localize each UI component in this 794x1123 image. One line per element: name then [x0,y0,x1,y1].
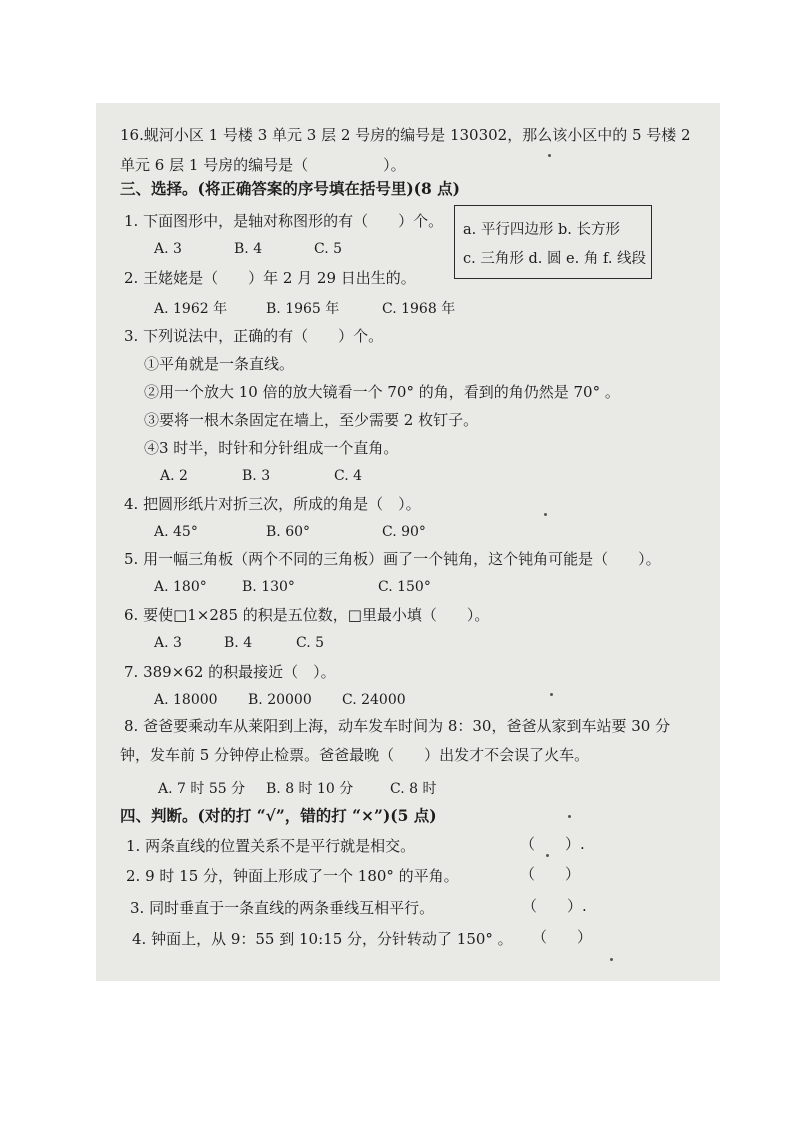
q7-option-a: A. 18000 [154,692,218,708]
judge-2: 2. 9 时 15 分，钟面上形成了一个 180° 的平角。 [126,867,459,885]
q4-option-a: A. 45° [154,524,198,540]
exam-paper [96,103,720,981]
q7-option-b: B. 20000 [248,692,312,708]
question-7: 7. 389×62 的积最接近（ ）。 [124,663,336,681]
q6-option-b: B. 4 [224,635,253,651]
question-8-line2: 钟，发车前 5 分钟停止检票。爸爸最晚（ ）出发才不会误了火车。 [120,746,590,764]
judge-4: 4. 钟面上，从 9：55 到 10:15 分，分针转动了 150° 。 [132,930,513,948]
shapes-box [454,205,652,279]
q16-line2: 单元 6 层 1 号房的编号是（ ）。 [120,156,406,174]
q1-option-c: C. 5 [314,241,343,257]
judge-1: 1. 两条直线的位置关系不是平行就是相交。 [126,837,416,855]
q3-statement-3: ③要将一根木条固定在墙上，至少需要 2 枚钉子。 [144,411,479,429]
question-2: 2. 王姥姥是（ ）年 2 月 29 日出生的。 [124,269,416,287]
q6-option-c: C. 5 [296,635,325,651]
q3-statement-4: ④3 时半，时针和分针组成一个直角。 [144,439,399,457]
judge-4-paren: （ ） [532,928,593,946]
q1-option-a: A. 3 [154,241,182,257]
q4-option-c: C. 90° [382,524,426,540]
judge-1-paren: （ ）. [520,835,585,853]
q3-option-a: A. 2 [160,468,188,484]
q2-option-c: C. 1968 年 [382,301,456,317]
question-8-line1: 8. 爸爸要乘动车从莱阳到上海，动车发车时间为 8：30，爸爸从家到车站要 30 分 [124,717,671,735]
scan-speck [568,815,571,818]
q2-option-b: B. 1965 年 [266,301,340,317]
q3-option-c: C. 4 [334,468,363,484]
scan-speck [544,513,547,516]
scan-speck [610,958,613,961]
q1-option-b: B. 4 [234,241,263,257]
q5-option-a: A. 180° [154,579,207,595]
shapes-box-line1: a. 平行四边形 b. 长方形 [463,222,620,238]
q5-option-b: B. 130° [242,579,295,595]
q3-statement-1: ①平角就是一条直线。 [144,355,295,373]
question-4: 4. 把圆形纸片对折三次，所成的角是（ ）。 [124,495,421,513]
q8-option-a: A. 7 时 55 分 [158,781,246,797]
q4-option-b: B. 60° [266,524,311,540]
question-3: 3. 下列说法中，正确的有（ ）个。 [124,327,384,345]
judge-3-paren: （ ）. [522,897,587,915]
section4-title: 四、判断。(对的打 “√”，错的打 “×”)(5 点) [120,806,437,825]
q7-option-c: C. 24000 [342,692,406,708]
scan-speck [548,154,551,157]
q5-option-c: C. 150° [378,579,431,595]
scan-speck [550,693,553,696]
section3-title: 三、选择。(将正确答案的序号填在括号里)(8 点) [120,179,461,198]
question-5: 5. 用一幅三角板（两个不同的三角板）画了一个钝角，这个钝角可能是（ ）。 [124,550,661,568]
judge-3: 3. 同时垂直于一条直线的两条垂线互相平行。 [130,899,435,917]
q16-line1: 16.蚬河小区 1 号楼 3 单元 3 层 2 号房的编号是 130302，那么该小区中的 5 号楼 2 [120,126,691,144]
q8-option-b: B. 8 时 10 分 [266,781,354,797]
q8-option-c: C. 8 时 [390,781,437,797]
q6-option-a: A. 3 [154,635,182,651]
q3-option-b: B. 3 [242,468,271,484]
question-1: 1. 下面图形中，是轴对称图形的有（ ）个。 [124,212,444,230]
q3-statement-2: ②用一个放大 10 倍的放大镜看一个 70° 的角，看到的角仍然是 70° 。 [144,383,620,401]
scan-speck [546,854,549,857]
q2-option-a: A. 1962 年 [154,301,228,317]
question-6: 6. 要使□1×285 的积是五位数，□里最小填（ ）。 [124,606,490,624]
judge-2-paren: （ ） [520,865,581,883]
shapes-box-line2: c. 三角形 d. 圆 e. 角 f. 线段 [463,251,647,267]
